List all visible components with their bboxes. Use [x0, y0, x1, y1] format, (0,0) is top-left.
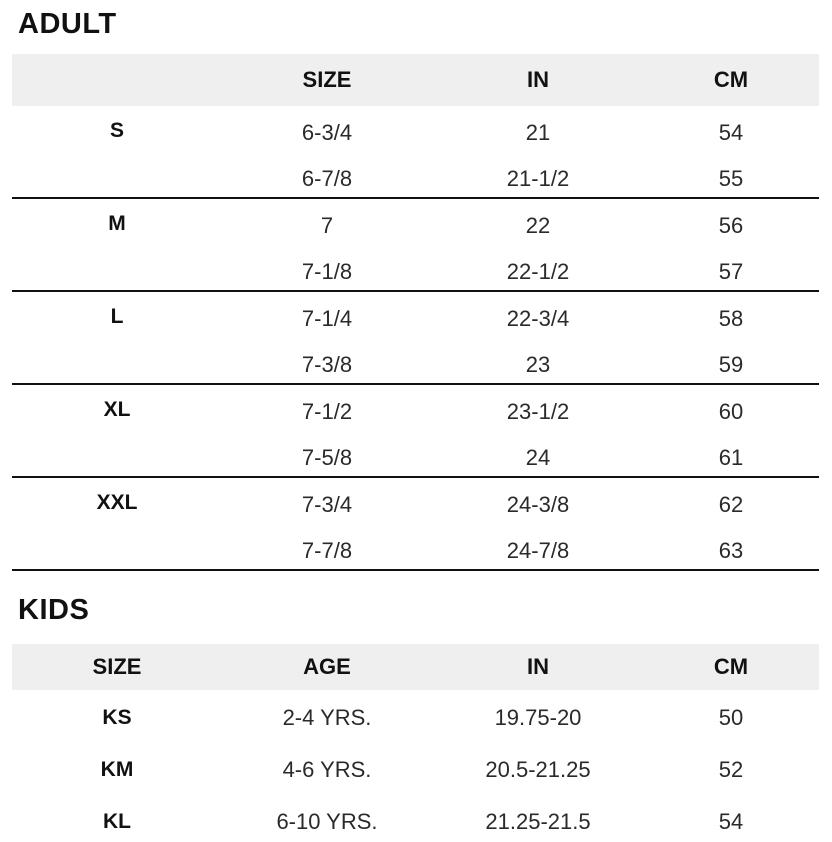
table-cell: 20.5-21.25	[485, 757, 591, 782]
table-cell: 61	[718, 445, 744, 470]
table-cell: 6-3/4	[301, 120, 353, 145]
table-cell: 54	[718, 809, 744, 834]
group-divider	[12, 569, 819, 571]
table-cell: 21.25-21.5	[485, 809, 591, 834]
table-cell: 6-10 YRS.	[276, 809, 378, 834]
size-label: KS	[102, 706, 132, 729]
table-cell: 60	[718, 399, 744, 424]
table-cell: 7-1/8	[301, 259, 353, 284]
table-cell: 62	[718, 492, 744, 517]
table-cell: 57	[718, 259, 744, 284]
table-cell: 7	[320, 213, 334, 238]
table-cell: 63	[718, 538, 744, 563]
size-label: XL	[103, 398, 131, 421]
group-divider	[12, 383, 819, 385]
table-cell: 24-7/8	[506, 538, 570, 563]
table-cell: 7-3/4	[301, 492, 353, 517]
column-header: AGE	[303, 654, 351, 679]
size-label: S	[109, 119, 124, 142]
column-header: IN	[527, 67, 549, 92]
table-cell: 23	[525, 352, 551, 377]
table-cell: 6-7/8	[301, 166, 353, 191]
section-title-kids: KIDS	[18, 594, 90, 626]
column-header: SIZE	[302, 67, 352, 92]
table-cell: 19.75-20	[494, 705, 582, 730]
column-header: SIZE	[92, 654, 142, 679]
size-label: L	[110, 305, 124, 328]
size-label: M	[108, 212, 126, 235]
table-cell: 7-7/8	[301, 538, 353, 563]
column-header: CM	[713, 67, 749, 92]
group-divider	[12, 197, 819, 199]
table-cell: 55	[718, 166, 744, 191]
group-divider	[12, 476, 819, 478]
table-cell: 7-5/8	[301, 445, 353, 470]
table-cell: 56	[718, 213, 744, 238]
table-cell: 21	[525, 120, 551, 145]
table-cell: 54	[718, 120, 744, 145]
table-cell: 23-1/2	[506, 399, 570, 424]
table-cell: 22	[525, 213, 551, 238]
table-cell: 22-3/4	[506, 306, 570, 331]
table-cell: 52	[718, 757, 744, 782]
size-label: KM	[100, 758, 134, 781]
table-cell: 21-1/2	[506, 166, 570, 191]
column-header: CM	[713, 654, 749, 679]
table-cell: 7-1/4	[301, 306, 353, 331]
column-header: IN	[527, 654, 549, 679]
table-cell: 24-3/8	[506, 492, 570, 517]
table-cell: 7-3/8	[301, 352, 353, 377]
table-cell: 2-4 YRS.	[282, 705, 372, 730]
table-cell: 4-6 YRS.	[282, 757, 372, 782]
section-title-adult: ADULT	[18, 8, 117, 40]
table-cell: 59	[718, 352, 744, 377]
table-cell: 22-1/2	[506, 259, 570, 284]
size-label: XXL	[96, 491, 138, 514]
table-cell: 7-1/2	[301, 399, 353, 424]
table-cell: 58	[718, 306, 744, 331]
group-divider	[12, 290, 819, 292]
table-cell: 50	[718, 705, 744, 730]
table-cell: 24	[525, 445, 551, 470]
size-label: KL	[103, 810, 131, 833]
